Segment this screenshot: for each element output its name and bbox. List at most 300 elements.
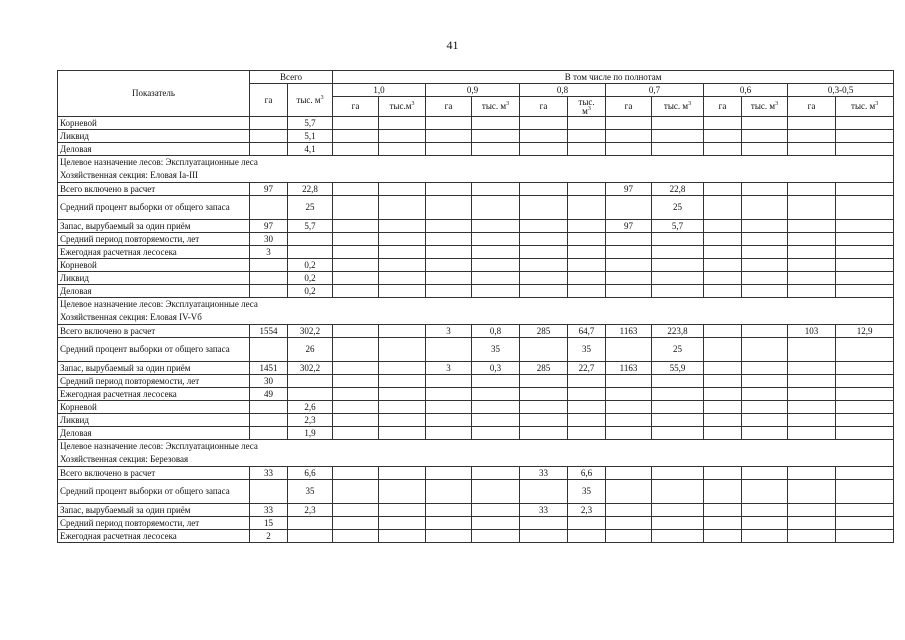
table-cell bbox=[836, 220, 894, 233]
table-cell bbox=[652, 259, 704, 272]
table-cell bbox=[520, 338, 568, 362]
table-cell bbox=[472, 183, 520, 196]
table-cell bbox=[333, 504, 379, 517]
table-cell bbox=[606, 338, 652, 362]
table-cell bbox=[250, 259, 288, 272]
table-row bbox=[58, 401, 894, 414]
table-cell bbox=[520, 259, 568, 272]
table-cell bbox=[333, 362, 379, 375]
table-cell bbox=[652, 530, 704, 543]
table-cell: 2,6 bbox=[288, 401, 333, 414]
table-cell bbox=[250, 401, 288, 414]
table-cell bbox=[379, 467, 426, 480]
table-cell: 97 bbox=[250, 220, 288, 233]
table-cell bbox=[704, 196, 742, 220]
header-volume: тыс. $м^3$ bbox=[472, 97, 520, 117]
table-cell bbox=[704, 530, 742, 543]
table-row bbox=[58, 285, 894, 298]
table-cell bbox=[520, 196, 568, 220]
row-label: Корневой bbox=[58, 259, 250, 272]
table-cell bbox=[652, 143, 704, 156]
table-cell: 35 bbox=[472, 338, 520, 362]
table-cell bbox=[568, 220, 606, 233]
table-cell bbox=[788, 272, 836, 285]
table-cell bbox=[606, 414, 652, 427]
table-cell bbox=[606, 196, 652, 220]
table-cell bbox=[788, 338, 836, 362]
table-cell: 2,3 bbox=[288, 414, 333, 427]
table-cell bbox=[426, 338, 472, 362]
table-cell bbox=[379, 480, 426, 504]
table-cell bbox=[379, 414, 426, 427]
row-label: Корневой bbox=[58, 401, 250, 414]
table-cell: 30 bbox=[250, 233, 288, 246]
table-cell bbox=[472, 233, 520, 246]
table-cell bbox=[742, 517, 788, 530]
table-cell bbox=[472, 504, 520, 517]
table-cell bbox=[472, 427, 520, 440]
table-cell bbox=[836, 117, 894, 130]
table-cell bbox=[742, 130, 788, 143]
table-cell: 223,8 bbox=[652, 325, 704, 338]
table-cell bbox=[568, 427, 606, 440]
row-label: Средний процент выборки от общего запаса bbox=[58, 196, 250, 220]
table-cell bbox=[288, 246, 333, 259]
table-cell bbox=[472, 246, 520, 259]
table-cell bbox=[379, 338, 426, 362]
table-cell: 302,2 bbox=[288, 362, 333, 375]
table-cell bbox=[836, 338, 894, 362]
table-cell bbox=[472, 220, 520, 233]
header-density-6: 0,3-0,5 bbox=[788, 84, 894, 97]
table-cell bbox=[520, 143, 568, 156]
table-cell bbox=[379, 233, 426, 246]
table-cell bbox=[426, 530, 472, 543]
table-cell bbox=[333, 143, 379, 156]
table-cell bbox=[652, 246, 704, 259]
row-label: Корневой bbox=[58, 117, 250, 130]
table-cell bbox=[426, 220, 472, 233]
table-cell bbox=[606, 427, 652, 440]
table-cell bbox=[379, 117, 426, 130]
table-cell: 26 bbox=[288, 338, 333, 362]
header-density-4: 0,7 bbox=[606, 84, 704, 97]
table-row bbox=[58, 480, 894, 504]
row-label: Запас, вырубаемый за один приём bbox=[58, 220, 250, 233]
table-cell bbox=[652, 375, 704, 388]
forest-harvest-table bbox=[57, 70, 894, 543]
table-cell bbox=[652, 285, 704, 298]
table-cell bbox=[379, 259, 426, 272]
table-cell bbox=[520, 427, 568, 440]
table-cell bbox=[606, 143, 652, 156]
table-cell bbox=[652, 401, 704, 414]
table-cell bbox=[836, 130, 894, 143]
table-cell: 2,3 bbox=[288, 504, 333, 517]
table-cell bbox=[606, 401, 652, 414]
table-row bbox=[58, 233, 894, 246]
table-cell: 6,6 bbox=[568, 467, 606, 480]
table-row bbox=[58, 338, 894, 362]
table-cell bbox=[333, 338, 379, 362]
table-cell bbox=[836, 530, 894, 543]
header-ha: га bbox=[606, 97, 652, 117]
table-cell bbox=[426, 375, 472, 388]
table-cell bbox=[836, 196, 894, 220]
table-cell bbox=[704, 480, 742, 504]
table-cell bbox=[333, 220, 379, 233]
table-cell bbox=[568, 517, 606, 530]
header-volume: $тыс.м^3$ bbox=[379, 97, 426, 117]
table-cell: 5,7 bbox=[288, 117, 333, 130]
table-cell bbox=[742, 362, 788, 375]
row-label: Ликвид bbox=[58, 414, 250, 427]
table-cell bbox=[568, 285, 606, 298]
table-cell bbox=[333, 246, 379, 259]
header-density-3: 0,8 bbox=[520, 84, 606, 97]
table-cell bbox=[520, 117, 568, 130]
table-cell bbox=[568, 375, 606, 388]
table-cell bbox=[379, 427, 426, 440]
table-cell bbox=[379, 183, 426, 196]
table-cell bbox=[288, 517, 333, 530]
table-cell: 285 bbox=[520, 325, 568, 338]
row-label: Деловая bbox=[58, 427, 250, 440]
table-cell bbox=[520, 480, 568, 504]
table-cell: 25 bbox=[288, 196, 333, 220]
table-cell: 22,8 bbox=[288, 183, 333, 196]
table-body bbox=[58, 117, 894, 543]
table-cell bbox=[472, 272, 520, 285]
table-cell: 5,1 bbox=[288, 130, 333, 143]
table-cell bbox=[520, 272, 568, 285]
table-cell bbox=[652, 130, 704, 143]
table-row bbox=[58, 504, 894, 517]
header-density-2: 0,9 bbox=[426, 84, 520, 97]
table-cell bbox=[606, 375, 652, 388]
header-ha: га bbox=[704, 97, 742, 117]
table-cell bbox=[788, 246, 836, 259]
table-cell bbox=[704, 220, 742, 233]
table-cell bbox=[704, 338, 742, 362]
table-cell bbox=[788, 375, 836, 388]
table-cell: 302,2 bbox=[288, 325, 333, 338]
table-cell: 35 bbox=[568, 480, 606, 504]
table-cell bbox=[704, 375, 742, 388]
table-cell: 0,2 bbox=[288, 285, 333, 298]
table-cell bbox=[250, 480, 288, 504]
table-cell bbox=[742, 480, 788, 504]
row-label: Ежегодная расчетная лесосека bbox=[58, 530, 250, 543]
table-cell bbox=[704, 325, 742, 338]
row-label: Ежегодная расчетная лесосека bbox=[58, 246, 250, 259]
table-cell bbox=[333, 467, 379, 480]
table-cell bbox=[379, 285, 426, 298]
table-cell bbox=[379, 196, 426, 220]
header-volume: тыс. $м^3$ bbox=[652, 97, 704, 117]
header-by-density: В том числе по полнотам bbox=[333, 71, 894, 84]
table-cell bbox=[606, 517, 652, 530]
table-row bbox=[58, 183, 894, 196]
header-ha: га bbox=[520, 97, 568, 117]
table-cell bbox=[333, 517, 379, 530]
table-cell bbox=[520, 414, 568, 427]
table-cell bbox=[426, 504, 472, 517]
section-economic-unit: Хозяйственная секция: Еловая Iа-III bbox=[60, 170, 199, 180]
table-cell bbox=[742, 401, 788, 414]
table-cell bbox=[836, 414, 894, 427]
table-cell bbox=[333, 233, 379, 246]
table-cell bbox=[250, 143, 288, 156]
table-cell bbox=[788, 220, 836, 233]
header-total-volume: тыс. $м^3$ bbox=[288, 84, 333, 117]
table-cell bbox=[568, 143, 606, 156]
table-cell bbox=[520, 517, 568, 530]
table-cell bbox=[836, 259, 894, 272]
table-cell bbox=[333, 325, 379, 338]
table-cell bbox=[788, 259, 836, 272]
table-cell bbox=[568, 401, 606, 414]
table-cell: 5,7 bbox=[652, 220, 704, 233]
table-cell bbox=[288, 530, 333, 543]
table-cell bbox=[788, 233, 836, 246]
table-row bbox=[58, 272, 894, 285]
table-cell bbox=[742, 233, 788, 246]
table-cell bbox=[606, 530, 652, 543]
table-cell bbox=[568, 130, 606, 143]
table-cell bbox=[520, 375, 568, 388]
table-cell bbox=[426, 130, 472, 143]
table-cell bbox=[568, 259, 606, 272]
table-cell bbox=[606, 246, 652, 259]
table-cell bbox=[704, 130, 742, 143]
table-cell bbox=[704, 183, 742, 196]
table-cell bbox=[333, 414, 379, 427]
table-cell: 25 bbox=[652, 338, 704, 362]
table-cell bbox=[788, 388, 836, 401]
table-cell bbox=[788, 130, 836, 143]
table-cell bbox=[472, 517, 520, 530]
table-cell bbox=[836, 375, 894, 388]
table-cell bbox=[288, 233, 333, 246]
table-cell bbox=[333, 480, 379, 504]
table-cell bbox=[250, 414, 288, 427]
table-cell bbox=[652, 233, 704, 246]
table-cell bbox=[288, 375, 333, 388]
table-cell bbox=[472, 401, 520, 414]
table-cell bbox=[250, 272, 288, 285]
table-cell: 55,9 bbox=[652, 362, 704, 375]
table-cell bbox=[836, 272, 894, 285]
table-cell bbox=[742, 338, 788, 362]
table-cell bbox=[606, 467, 652, 480]
table-cell bbox=[520, 183, 568, 196]
table-cell bbox=[426, 259, 472, 272]
table-cell bbox=[426, 388, 472, 401]
table-cell bbox=[704, 362, 742, 375]
table-cell bbox=[606, 480, 652, 504]
table-cell bbox=[472, 130, 520, 143]
table-cell: 1163 bbox=[606, 362, 652, 375]
table-cell bbox=[836, 504, 894, 517]
table-cell bbox=[788, 517, 836, 530]
table-cell bbox=[652, 427, 704, 440]
row-label: Деловая bbox=[58, 285, 250, 298]
section-purpose: Целевое назначение лесов: Эксплуатационные леса bbox=[60, 441, 258, 451]
table-row bbox=[58, 196, 894, 220]
table-cell bbox=[606, 259, 652, 272]
header-density-1: 1,0 bbox=[333, 84, 426, 97]
table-cell bbox=[250, 130, 288, 143]
table-cell: 35 bbox=[288, 480, 333, 504]
table-cell bbox=[704, 143, 742, 156]
table-cell bbox=[788, 401, 836, 414]
table-cell bbox=[379, 388, 426, 401]
row-label: Всего включено в расчет bbox=[58, 183, 250, 196]
table-cell bbox=[426, 196, 472, 220]
table-cell bbox=[652, 504, 704, 517]
table-cell bbox=[704, 467, 742, 480]
table-cell bbox=[742, 375, 788, 388]
table-cell: 22,8 bbox=[652, 183, 704, 196]
table-cell bbox=[472, 414, 520, 427]
table-cell: 3 bbox=[426, 325, 472, 338]
table-cell bbox=[472, 530, 520, 543]
table-cell bbox=[606, 130, 652, 143]
table-cell bbox=[742, 220, 788, 233]
table-cell bbox=[379, 325, 426, 338]
table-cell bbox=[788, 504, 836, 517]
table-cell bbox=[379, 530, 426, 543]
row-label: Средний процент выборки от общего запаса bbox=[58, 338, 250, 362]
table-cell bbox=[333, 117, 379, 130]
table-cell bbox=[652, 414, 704, 427]
table-cell bbox=[333, 130, 379, 143]
table-cell bbox=[333, 401, 379, 414]
table-cell bbox=[836, 246, 894, 259]
section-purpose: Целевое назначение лесов: Эксплуатационные леса bbox=[60, 299, 258, 309]
table-row bbox=[58, 130, 894, 143]
table-cell bbox=[742, 414, 788, 427]
table-cell bbox=[788, 285, 836, 298]
table-cell bbox=[379, 504, 426, 517]
table-cell bbox=[426, 401, 472, 414]
table-cell bbox=[426, 467, 472, 480]
table-cell: 1451 bbox=[250, 362, 288, 375]
table-row bbox=[58, 143, 894, 156]
row-label: Ежегодная расчетная лесосека bbox=[58, 388, 250, 401]
table-cell bbox=[426, 117, 472, 130]
table-cell bbox=[788, 183, 836, 196]
section-row bbox=[58, 298, 894, 325]
table-cell bbox=[333, 183, 379, 196]
table-cell bbox=[472, 196, 520, 220]
table-cell bbox=[788, 530, 836, 543]
row-label: Запас, вырубаемый за один приём bbox=[58, 362, 250, 375]
table-cell bbox=[836, 517, 894, 530]
table-cell bbox=[379, 362, 426, 375]
table-cell bbox=[704, 117, 742, 130]
table-cell bbox=[379, 401, 426, 414]
row-label: Ликвид bbox=[58, 272, 250, 285]
table-cell bbox=[836, 401, 894, 414]
table-cell bbox=[704, 414, 742, 427]
table-cell bbox=[606, 117, 652, 130]
table-cell bbox=[520, 233, 568, 246]
table-cell bbox=[379, 375, 426, 388]
table-cell: 30 bbox=[250, 375, 288, 388]
header-ha: га bbox=[788, 97, 836, 117]
table-cell bbox=[333, 272, 379, 285]
table-cell: 3 bbox=[250, 246, 288, 259]
table-cell: 49 bbox=[250, 388, 288, 401]
table-cell bbox=[520, 246, 568, 259]
table-cell: 25 bbox=[652, 196, 704, 220]
table-cell: 33 bbox=[250, 467, 288, 480]
header-total: Всего bbox=[250, 71, 333, 84]
table-cell bbox=[652, 480, 704, 504]
table-cell: 2,3 bbox=[568, 504, 606, 517]
table-row bbox=[58, 388, 894, 401]
table-cell bbox=[742, 259, 788, 272]
table-cell bbox=[788, 362, 836, 375]
table-cell: 15 bbox=[250, 517, 288, 530]
header-volume: тыс. $м^3$ bbox=[742, 97, 788, 117]
table-cell bbox=[742, 272, 788, 285]
table-cell bbox=[836, 285, 894, 298]
table-cell bbox=[568, 530, 606, 543]
table-cell bbox=[652, 467, 704, 480]
table-cell bbox=[426, 285, 472, 298]
table-row bbox=[58, 246, 894, 259]
table-cell bbox=[742, 196, 788, 220]
section-heading bbox=[58, 156, 894, 183]
table-cell bbox=[250, 338, 288, 362]
table-cell bbox=[652, 117, 704, 130]
table-cell bbox=[333, 375, 379, 388]
table-cell bbox=[704, 272, 742, 285]
table-cell: 6,6 bbox=[288, 467, 333, 480]
table-cell: 12,9 bbox=[836, 325, 894, 338]
table-cell bbox=[742, 183, 788, 196]
table-row bbox=[58, 530, 894, 543]
table-cell bbox=[652, 388, 704, 401]
table-cell bbox=[742, 143, 788, 156]
table-row bbox=[58, 467, 894, 480]
row-label: Всего включено в расчет bbox=[58, 325, 250, 338]
table-cell: 1163 bbox=[606, 325, 652, 338]
table-cell: 35 bbox=[568, 338, 606, 362]
table-cell bbox=[379, 130, 426, 143]
table-cell bbox=[333, 530, 379, 543]
table-header bbox=[58, 71, 894, 117]
table-cell: 0,8 bbox=[472, 325, 520, 338]
table-cell bbox=[836, 362, 894, 375]
table-cell bbox=[788, 117, 836, 130]
table-cell: 5,7 bbox=[288, 220, 333, 233]
table-cell bbox=[742, 504, 788, 517]
table-cell: 97 bbox=[606, 183, 652, 196]
table-cell bbox=[520, 285, 568, 298]
table-row bbox=[58, 517, 894, 530]
table-cell: 33 bbox=[520, 467, 568, 480]
table-cell bbox=[788, 143, 836, 156]
table-cell: 33 bbox=[250, 504, 288, 517]
table-cell bbox=[606, 272, 652, 285]
table-cell bbox=[836, 233, 894, 246]
table-cell bbox=[379, 220, 426, 233]
table-cell bbox=[836, 467, 894, 480]
